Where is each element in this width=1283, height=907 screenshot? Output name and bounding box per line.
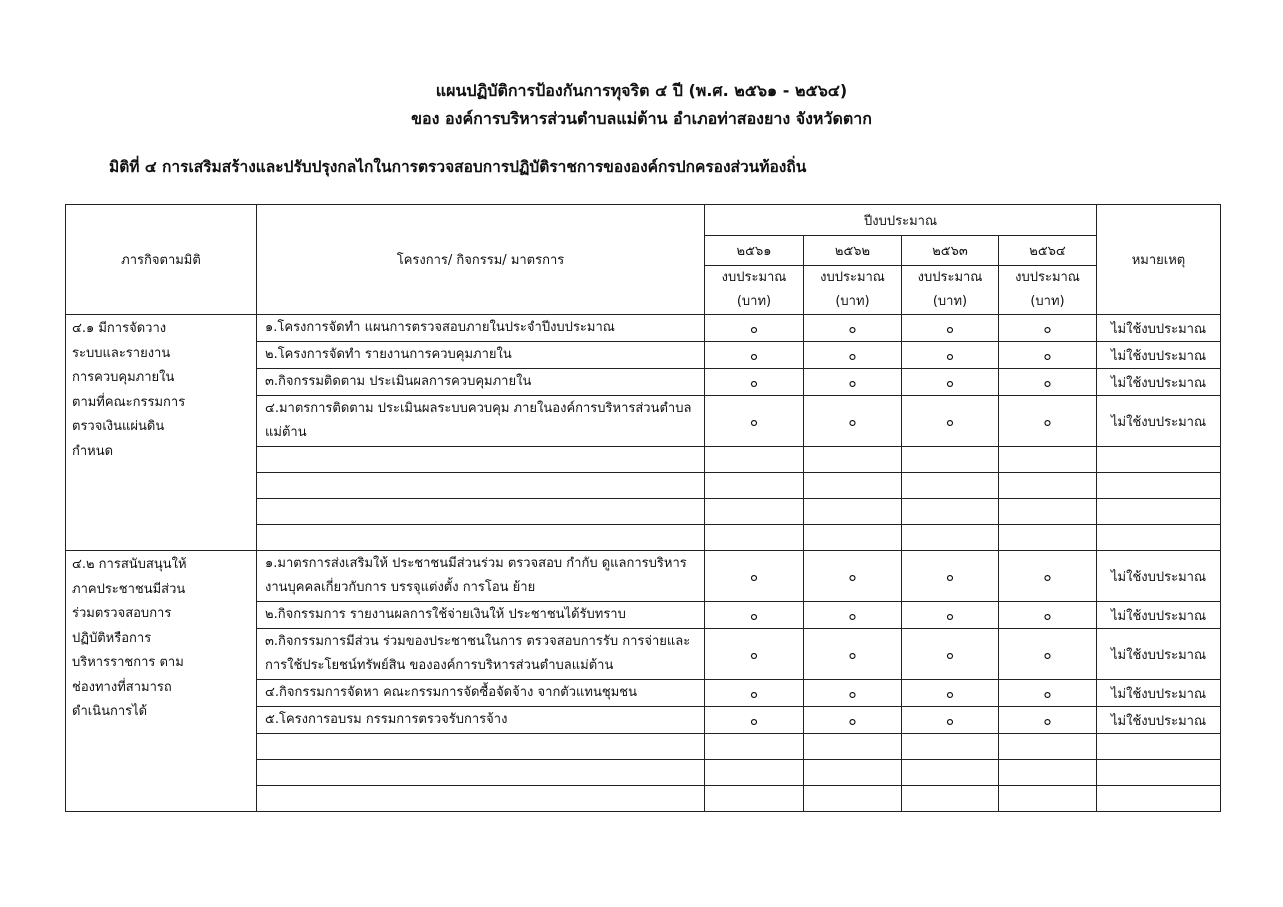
dimension-heading: มิติที่ ๔ การเสริมสร้างและปรับปรุงกลไกในการตรวจสอบการปฏิบัติราชการขององค์กรปกครองส่วนท้องถิ่น bbox=[109, 158, 807, 176]
mission-line: ๔.๑ มีการจัดวาง bbox=[72, 321, 167, 336]
mission-line: ร่วมตรวจสอบการ bbox=[72, 606, 172, 621]
note-cell bbox=[1097, 499, 1221, 525]
budget-cell: ๐ bbox=[999, 680, 1097, 707]
budget-cell: ๐ bbox=[804, 707, 902, 734]
budget-cell bbox=[804, 525, 902, 551]
budget-cell bbox=[902, 786, 999, 812]
mission-line: บริหารราชการ ตาม bbox=[72, 655, 184, 670]
note-cell: ไม่ใช้งบประมาณ bbox=[1097, 707, 1221, 734]
header-budget-unit bbox=[804, 266, 902, 315]
activity-cell bbox=[257, 473, 705, 499]
note-cell: ไม่ใช้งบประมาณ bbox=[1097, 680, 1221, 707]
activity-cell: ๒.กิจกรรมการ รายงานผลการใช้จ่ายเงินให้ ประชาชนได้รับทราบ bbox=[257, 602, 705, 629]
note-cell bbox=[1097, 786, 1221, 812]
budget-cell: ๐ bbox=[902, 602, 999, 629]
mission-cell bbox=[66, 551, 257, 812]
page-subtitle: ของ องค์การบริหารส่วนตำบลแม่ต้าน อำเภอท่าสองยาง จังหวัดตาก bbox=[411, 109, 872, 128]
mission-line: ๔.๒ การสนับสนุนให้ bbox=[72, 557, 187, 572]
budget-cell bbox=[705, 786, 804, 812]
activity-cell bbox=[257, 760, 705, 786]
header-budget-unit bbox=[902, 266, 999, 315]
plan-table bbox=[65, 204, 1221, 812]
budget-label: งบประมาณ bbox=[820, 270, 885, 285]
activity-cell: ๔.กิจกรรมการจัดหา คณะกรรมการจัดซื้อจัดจ้าง จากตัวแทนชุมชน bbox=[257, 680, 705, 707]
mission-line: ระบบและรายงาน bbox=[72, 345, 171, 361]
note-cell: ไม่ใช้งบประมาณ bbox=[1097, 551, 1221, 602]
budget-label: งบประมาณ bbox=[1015, 270, 1080, 285]
budget-cell: ๐ bbox=[902, 551, 999, 602]
budget-cell bbox=[705, 525, 804, 551]
budget-cell bbox=[705, 734, 804, 760]
budget-cell: ๐ bbox=[705, 629, 804, 680]
note-cell: ไม่ใช้งบประมาณ bbox=[1097, 342, 1221, 369]
budget-cell bbox=[999, 760, 1097, 786]
activity-cell bbox=[257, 734, 705, 760]
activity-cell: ๔.มาตรการติดตาม ประเมินผลระบบควบคุม ภายในองค์การบริหารส่วนตำบลแม่ต้าน bbox=[257, 396, 705, 447]
activity-cell: ๑.มาตรการส่งเสริมให้ ประชาชนมีส่วนร่วม ตรวจสอบ กำกับ ดูแลการบริหารงานบุคคลเกี่ยวกับการ บรรจุแต่งตั้ง การโอน ย้าย bbox=[257, 551, 705, 602]
table-body bbox=[66, 315, 1221, 812]
budget-cell: ๐ bbox=[999, 342, 1097, 369]
header-budget-unit bbox=[999, 266, 1097, 315]
budget-cell bbox=[804, 473, 902, 499]
header-year: ๒๕๖๑ bbox=[705, 236, 804, 266]
mission-line: ตามที่คณะกรรมการ bbox=[72, 394, 186, 410]
header-budget-year: ปีงบประมาณ bbox=[705, 205, 1097, 236]
header-budget-unit bbox=[705, 266, 804, 315]
budget-cell: ๐ bbox=[902, 629, 999, 680]
header-note: หมายเหตุ bbox=[1097, 205, 1221, 315]
header-activity: โครงการ/ กิจกรรม/ มาตรการ bbox=[257, 205, 705, 315]
budget-cell: ๐ bbox=[902, 396, 999, 447]
note-cell bbox=[1097, 760, 1221, 786]
budget-cell: ๐ bbox=[705, 602, 804, 629]
note-cell: ไม่ใช้งบประมาณ bbox=[1097, 602, 1221, 629]
table-row bbox=[66, 551, 1221, 602]
activity-cell bbox=[257, 499, 705, 525]
budget-cell bbox=[705, 760, 804, 786]
budget-cell bbox=[804, 499, 902, 525]
header-year: ๒๕๖๔ bbox=[999, 236, 1097, 266]
budget-label: งบประมาณ bbox=[917, 270, 983, 285]
budget-cell bbox=[999, 473, 1097, 499]
budget-cell bbox=[902, 473, 999, 499]
budget-cell: ๐ bbox=[999, 315, 1097, 342]
header-mission: ภารกิจตามมิติ bbox=[66, 205, 257, 315]
budget-cell bbox=[999, 525, 1097, 551]
mission-line: ภาคประชาชนมีส่วน bbox=[72, 581, 186, 597]
budget-cell: ๐ bbox=[705, 396, 804, 447]
budget-cell: ๐ bbox=[804, 369, 902, 396]
note-cell bbox=[1097, 473, 1221, 499]
budget-cell bbox=[804, 760, 902, 786]
note-cell: ไม่ใช้งบประมาณ bbox=[1097, 629, 1221, 680]
note-cell: ไม่ใช้งบประมาณ bbox=[1097, 369, 1221, 396]
budget-cell bbox=[804, 786, 902, 812]
page-title: แผนปฏิบัติการป้องกันการทุจริต ๔ ปี (พ.ศ. ๒๕๖๑ - ๒๕๖๔) bbox=[435, 81, 848, 100]
budget-cell: ๐ bbox=[705, 342, 804, 369]
budget-cell bbox=[804, 447, 902, 473]
budget-cell bbox=[705, 499, 804, 525]
baht-label: (บาท) bbox=[932, 294, 968, 309]
budget-cell bbox=[999, 734, 1097, 760]
mission-line: การควบคุมภายใน bbox=[72, 370, 175, 385]
budget-cell bbox=[902, 499, 999, 525]
budget-cell: ๐ bbox=[999, 369, 1097, 396]
budget-cell: ๐ bbox=[705, 369, 804, 396]
activity-cell: ๓.กิจกรรมการมีส่วน ร่วมของประชาชนในการ ตรวจสอบการรับ การจ่ายและการใช้ประโยชน์ทรัพย์สิน ขององค์การบริหารส่วนตำบลแม่ต้าน bbox=[257, 629, 705, 680]
budget-cell bbox=[902, 734, 999, 760]
table-header bbox=[66, 205, 1221, 315]
budget-cell: ๐ bbox=[705, 315, 804, 342]
budget-cell: ๐ bbox=[999, 396, 1097, 447]
budget-cell bbox=[999, 786, 1097, 812]
table-row bbox=[66, 315, 1221, 342]
budget-cell: ๐ bbox=[804, 629, 902, 680]
budget-cell bbox=[999, 499, 1097, 525]
budget-label: งบประมาณ bbox=[721, 270, 787, 285]
activity-cell bbox=[257, 447, 705, 473]
activity-cell: ๒.โครงการจัดทำ รายงานการควบคุมภายใน bbox=[257, 342, 705, 369]
budget-cell: ๐ bbox=[705, 680, 804, 707]
budget-cell: ๐ bbox=[705, 551, 804, 602]
note-cell: ไม่ใช้งบประมาณ bbox=[1097, 396, 1221, 447]
activity-cell bbox=[257, 525, 705, 551]
header-year: ๒๕๖๒ bbox=[804, 236, 902, 266]
activity-cell: ๕.โครงการอบรม กรรมการตรวจรับการจ้าง bbox=[257, 707, 705, 734]
budget-cell: ๐ bbox=[902, 315, 999, 342]
budget-cell bbox=[902, 760, 999, 786]
mission-line: ช่องทางที่สามารถ bbox=[72, 679, 172, 695]
budget-cell: ๐ bbox=[804, 342, 902, 369]
baht-label: (บาท) bbox=[835, 294, 870, 309]
mission-line: ดำเนินการได้ bbox=[72, 704, 148, 719]
budget-cell: ๐ bbox=[804, 551, 902, 602]
budget-cell bbox=[902, 447, 999, 473]
activity-cell: ๓.กิจกรรมติดตาม ประเมินผลการควบคุมภายใน bbox=[257, 369, 705, 396]
mission-line: กำหนด bbox=[72, 443, 114, 459]
mission-cell bbox=[66, 315, 257, 551]
budget-cell: ๐ bbox=[804, 602, 902, 629]
budget-cell bbox=[705, 447, 804, 473]
note-cell: ไม่ใช้งบประมาณ bbox=[1097, 315, 1221, 342]
budget-cell: ๐ bbox=[999, 707, 1097, 734]
note-cell bbox=[1097, 525, 1221, 551]
note-cell bbox=[1097, 734, 1221, 760]
budget-cell: ๐ bbox=[804, 396, 902, 447]
budget-cell: ๐ bbox=[804, 315, 902, 342]
budget-cell: ๐ bbox=[804, 680, 902, 707]
activity-cell: ๑.โครงการจัดทำ แผนการตรวจสอบภายในประจำปีงบประมาณ bbox=[257, 315, 705, 342]
budget-cell: ๐ bbox=[999, 551, 1097, 602]
budget-cell: ๐ bbox=[705, 707, 804, 734]
note-cell bbox=[1097, 447, 1221, 473]
budget-cell: ๐ bbox=[902, 369, 999, 396]
budget-cell bbox=[705, 473, 804, 499]
baht-label: (บาท) bbox=[736, 294, 772, 309]
budget-cell: ๐ bbox=[999, 602, 1097, 629]
budget-cell: ๐ bbox=[902, 342, 999, 369]
budget-cell: ๐ bbox=[902, 707, 999, 734]
budget-cell bbox=[902, 525, 999, 551]
budget-cell bbox=[999, 447, 1097, 473]
baht-label: (บาท) bbox=[1030, 294, 1065, 309]
header-year: ๒๕๖๓ bbox=[902, 236, 999, 266]
activity-cell bbox=[257, 786, 705, 812]
budget-cell bbox=[804, 734, 902, 760]
budget-cell: ๐ bbox=[902, 680, 999, 707]
mission-line: ตรวจเงินแผ่นดิน bbox=[72, 419, 165, 434]
budget-cell: ๐ bbox=[999, 629, 1097, 680]
mission-line: ปฏิบัติหรือการ bbox=[72, 630, 152, 646]
